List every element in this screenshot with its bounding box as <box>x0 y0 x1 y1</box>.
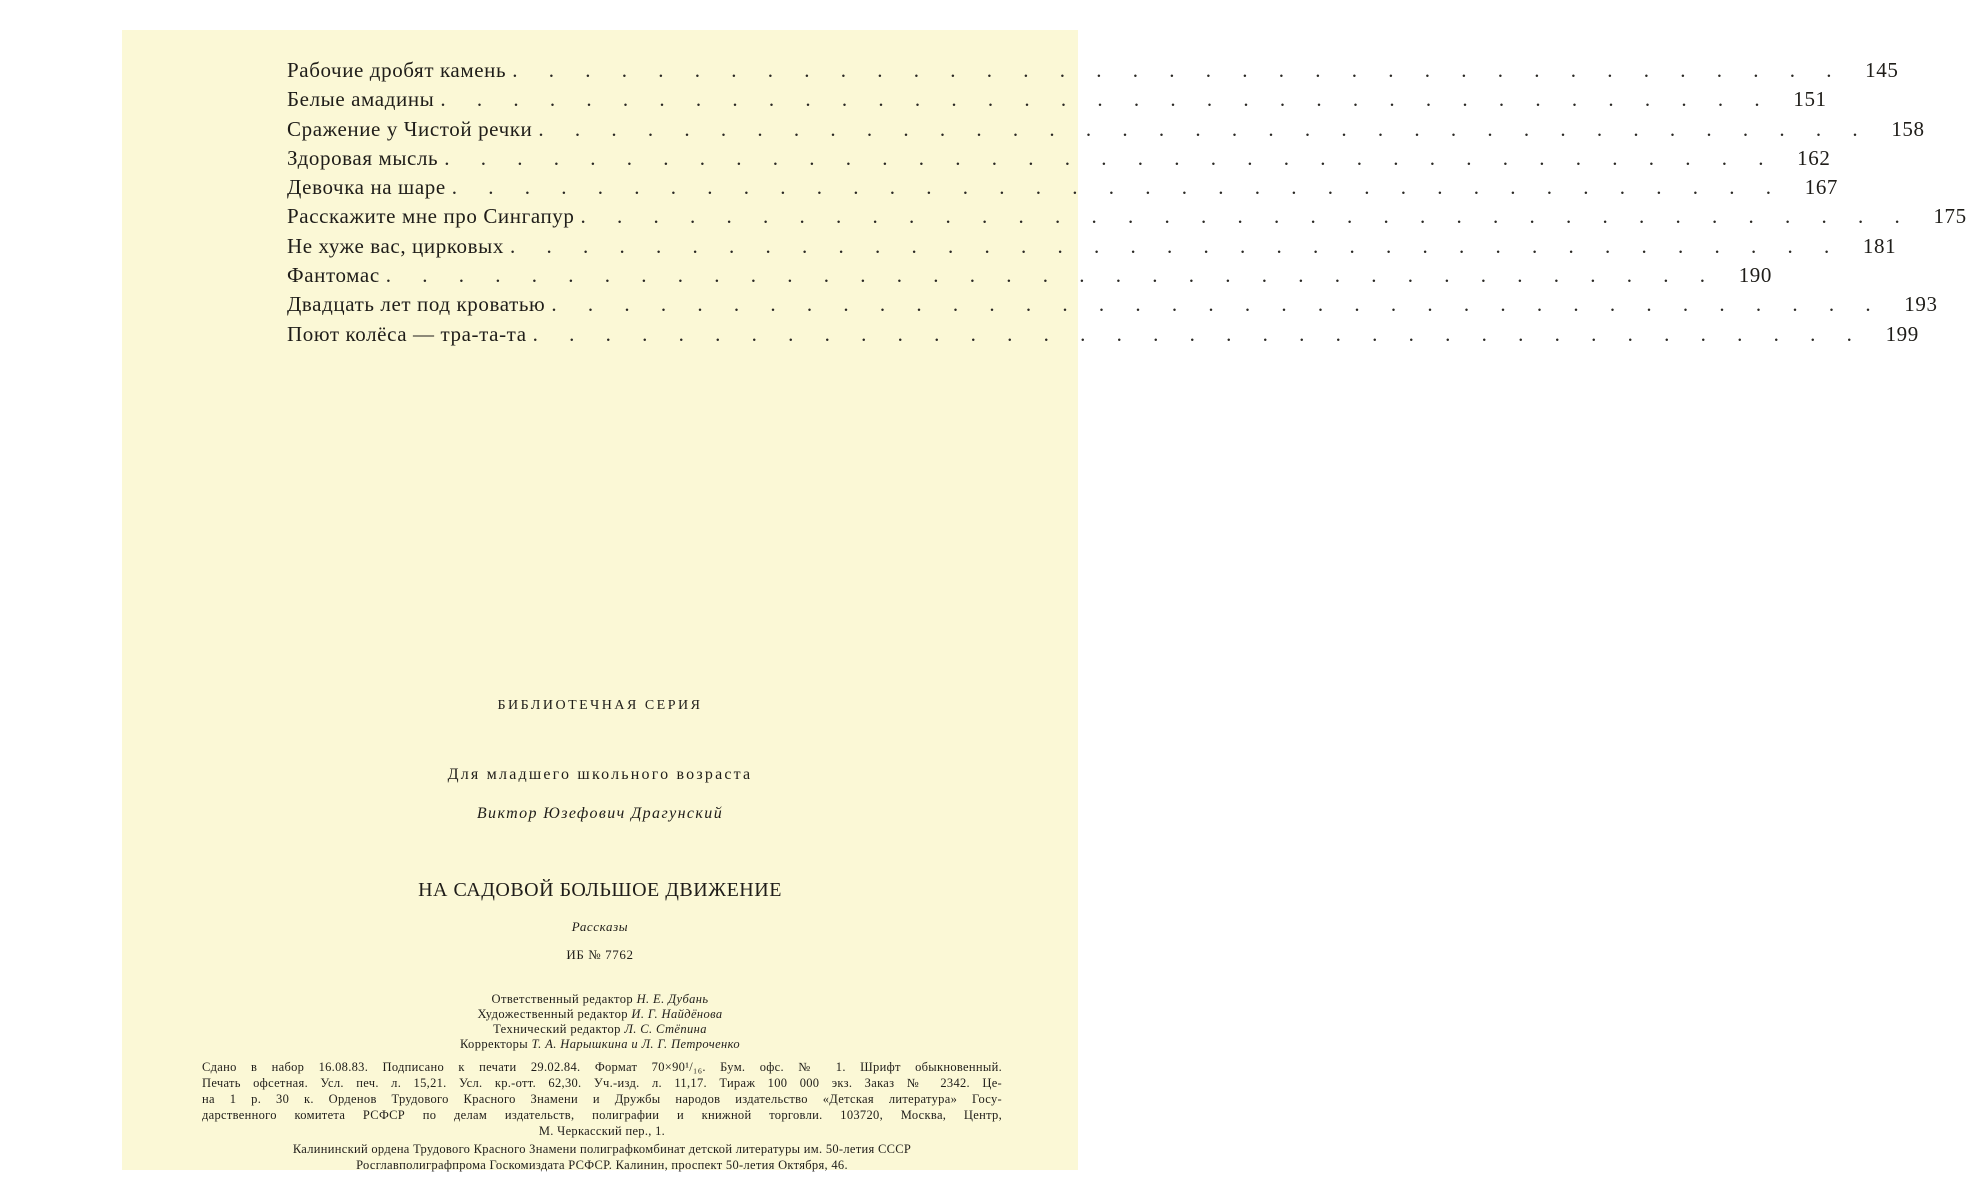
imprint-line: на 1 р. 30 к. Орденов Трудового Красного Знамени и Дружбы народов издательство «Детская литература» Госу- <box>202 1092 1002 1106</box>
genre-label: Рассказы <box>571 919 629 934</box>
toc-entry <box>287 116 1925 146</box>
printer-info <box>202 1141 1002 1173</box>
toc-dot-leader: . . . . . . . . . . . . . . . . . . . . . . . . . . . . . . . . . . . . . <box>444 145 1777 170</box>
toc-dot-leader: . . . . . . . . . . . . . . . . . . . . . . . . . . . . . . . . . . . . . <box>551 292 1884 317</box>
credit-name: Л. С. Стёпина <box>624 1022 707 1036</box>
toc-entry-page: 167 <box>1804 175 1839 200</box>
toc-entry <box>287 204 1967 233</box>
imprint-line: Сдано в набор 16.08.83. Подписано к печати 29.02.84. Формат 70×90¹/₁₆. Бум. офс. № 1. Шрифт обыкновенный. <box>202 1060 1002 1074</box>
toc-entry-page: 193 <box>1904 292 1938 317</box>
toc-entry-page: 158 <box>1891 116 1925 141</box>
toc-entry-title: Сражение у Чистой речки <box>287 116 533 141</box>
toc-entry-page: 151 <box>1793 87 1827 112</box>
toc-entry <box>287 321 1919 351</box>
toc-dot-leader: . . . . . . . . . . . . . . . . . . . . . . . . . . . . . . . . . . . . . <box>538 116 1871 141</box>
toc-entry-title: Не хуже вас, цирковых <box>287 233 504 258</box>
toc-entry-page: 145 <box>1865 58 1899 82</box>
editorial-credits <box>122 992 1078 1052</box>
toc-entry-title: Девочка на шаре <box>287 175 446 200</box>
credit-role: Художественный редактор <box>477 1007 628 1021</box>
toc-entry <box>287 263 1772 292</box>
credit-role: Корректоры <box>459 1037 529 1051</box>
table-of-contents <box>287 58 1967 351</box>
credit-role: Технический редактор <box>493 1022 621 1036</box>
toc-entry-title: Двадцать лет под кроватью <box>287 292 546 317</box>
toc-dot-leader: . . . . . . . . . . . . . . . . . . . . . . . . . . . . . . . . . . . . . <box>509 233 1843 258</box>
toc-entry <box>287 87 1827 116</box>
toc-entry <box>287 233 1897 263</box>
toc-entry <box>287 145 1831 175</box>
toc-entry-page: 190 <box>1738 263 1772 288</box>
credit-name: Н. Е. Дубань <box>636 992 709 1006</box>
imprint-block <box>202 1059 1002 1139</box>
toc-entry-title: Белые амадины <box>287 87 435 112</box>
toc-entry <box>287 292 1938 321</box>
credit-line <box>122 1022 1078 1037</box>
imprint-line: Печать офсетная. Усл. печ. л. 15,21. Усл. кр.-отт. 62,30. Уч.-изд. л. 11,17. Тираж 100 000 экз. Заказ № 2342. Це- <box>202 1076 1002 1090</box>
toc-entry-page: 199 <box>1885 321 1919 346</box>
toc-dot-leader: . . . . . . . . . . . . . . . . . . . . . . . . . . . . . . . . . . . . . <box>580 204 1913 229</box>
toc-entry-title: Здоровая мысль <box>287 145 439 170</box>
toc-entry <box>287 58 1899 87</box>
toc-dot-leader: . . . . . . . . . . . . . . . . . . . . . . . . . . . . . . . . . . . . . <box>451 175 1785 200</box>
toc-entry-page: 162 <box>1797 145 1831 170</box>
imprint-line: дарственного комитета РСФСР по делам издательств, полиграфии и книжной торговли. 103720, Москва, Центр, <box>202 1108 1002 1122</box>
credit-line <box>122 1037 1078 1052</box>
printer-line: Калининский ордена Трудового Красного Знамени полиграфкомбинат детской литературы им. 50-летия СССР <box>292 1142 912 1156</box>
toc-dot-leader: . . . . . . . . . . . . . . . . . . . . . . . . . . . . . . . . . . . . . <box>532 321 1865 346</box>
series-name: БИБЛИОТЕЧНАЯ СЕРИЯ <box>497 698 703 713</box>
book-title: НА САДОВОЙ БОЛЬШОЕ ДВИЖЕНИЕ <box>418 879 782 901</box>
toc-entry-page: 175 <box>1933 204 1967 229</box>
audience-note: Для младшего школьного возраста <box>447 766 753 783</box>
credit-line <box>122 1007 1078 1022</box>
toc-dot-leader: . . . . . . . . . . . . . . . . . . . . . . . . . . . . . . . . . . . . . <box>512 58 1845 82</box>
credit-name: Т. А. Нарышкина и Л. Г. Петроченко <box>531 1037 741 1051</box>
imprint-line: М. Черкасский пер., 1. <box>538 1124 666 1138</box>
toc-entry-title: Поют колёса — тра-та-та <box>287 321 527 346</box>
printer-line: Росглавполиграфпрома Госкомиздата РСФСР. Калинин, проспект 50-летия Октября, 46. <box>356 1158 848 1172</box>
toc-dot-leader: . . . . . . . . . . . . . . . . . . . . . . . . . . . . . . . . . . . . . <box>440 87 1773 112</box>
credit-role: Ответственный редактор <box>491 992 634 1006</box>
credit-line <box>122 992 1078 1007</box>
book-page <box>122 30 1967 1172</box>
ib-number: ИБ № 7762 <box>566 947 634 962</box>
credit-name: И. Г. Найдёнова <box>631 1007 723 1021</box>
toc-entry <box>287 175 1839 204</box>
toc-entry-title: Расскажите мне про Сингапур <box>287 204 575 229</box>
toc-dot-leader: . . . . . . . . . . . . . . . . . . . . . . . . . . . . . . . . . . . . . <box>385 263 1718 288</box>
toc-entry-title: Рабочие дробят камень <box>287 58 507 82</box>
toc-entry-title: Фантомас <box>287 263 380 288</box>
author-name: Виктор Юзефович Драгунский <box>476 805 724 822</box>
toc-entry-page: 181 <box>1862 233 1897 258</box>
